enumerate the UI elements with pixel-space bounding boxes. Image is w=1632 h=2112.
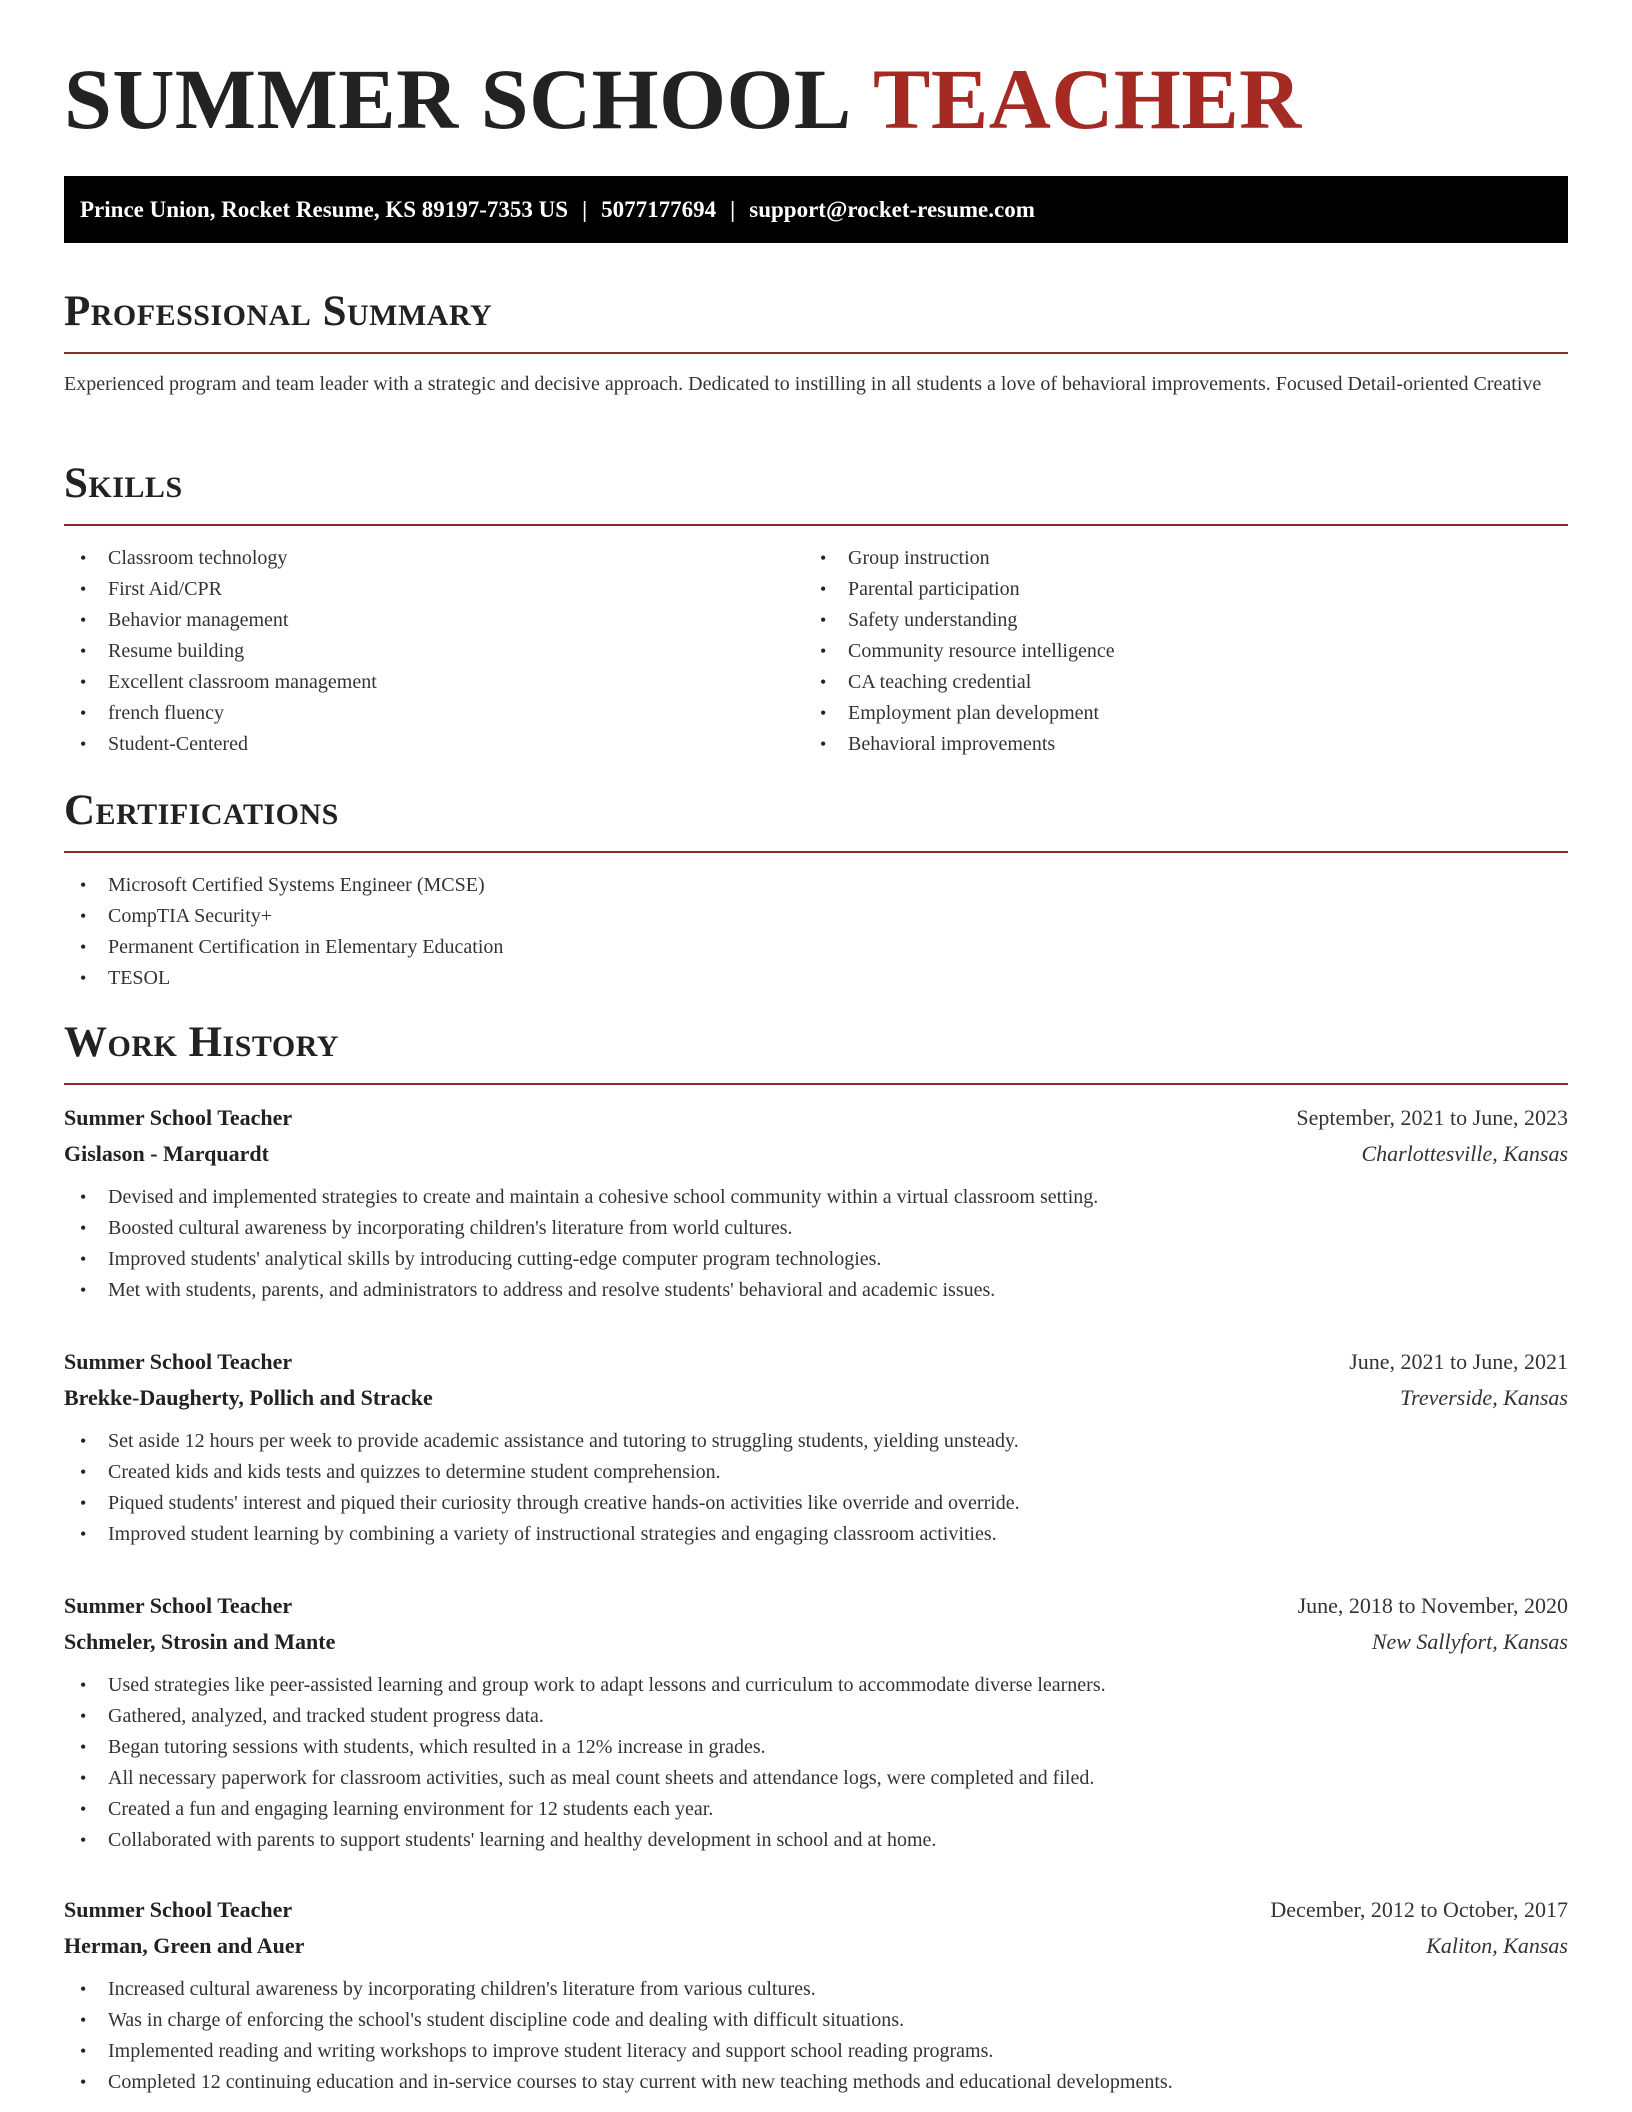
skills-list-left	[64, 543, 804, 760]
certification-item: • Permanent Certification in Elementary Education	[64, 932, 1568, 963]
job-bullet: • Improved student learning by combining a variety of instructional strategies and engaging classroom activities.	[64, 1519, 1568, 1550]
job-bullet: • Piqued students' interest and piqued their curiosity through creative hands-on activities like override and override.	[64, 1488, 1568, 1519]
section-divider	[64, 524, 1568, 526]
job-company: Schmeler, Strosin and Mante	[64, 1629, 336, 1654]
name-first: SUMMER SCHOOL	[64, 51, 847, 147]
section-divider	[64, 1083, 1568, 1085]
job-bullet: • Began tutoring sessions with students, which resulted in a 12% increase in grades.	[64, 1732, 1568, 1763]
contact-separator: |	[730, 196, 736, 222]
job-bullet: • Devised and implemented strategies to create and maintain a cohesive school community within a virtual classroom setting.	[64, 1182, 1568, 1213]
section-title-work-history: Work History	[64, 1019, 339, 1066]
job-bullet: • Created a fun and engaging learning environment for 12 students each year.	[64, 1794, 1568, 1825]
work-history-section	[64, 1021, 1568, 1085]
skills-section	[64, 462, 1568, 760]
resume-name	[64, 51, 1302, 147]
job-title: Summer School Teacher	[64, 1593, 293, 1618]
job-location: New Sallyfort, Kansas	[1371, 1629, 1568, 1654]
skill-item: • CA teaching credential	[804, 667, 1544, 698]
job-entry	[64, 1344, 1568, 1550]
skills-list-right	[804, 543, 1544, 760]
skill-item: • Community resource intelligence	[804, 636, 1544, 667]
contact-email: support@rocket-resume.com	[749, 196, 1035, 222]
skill-item: • Classroom technology	[64, 543, 804, 574]
certification-item: • CompTIA Security+	[64, 901, 1568, 932]
job-bullets	[64, 1426, 1568, 1550]
certifications-list	[64, 870, 1568, 994]
job-bullet: • Created kids and kids tests and quizzes to determine student comprehension.	[64, 1457, 1568, 1488]
job-dates: June, 2021 to June, 2021	[1349, 1349, 1568, 1374]
skills-columns	[64, 543, 1568, 760]
skill-item: • Group instruction	[804, 543, 1544, 574]
job-entry	[64, 1588, 1568, 1856]
job-bullet: • Met with students, parents, and administrators to address and resolve students' behavioral and academic issues.	[64, 1275, 1568, 1306]
skill-item: • french fluency	[64, 698, 804, 729]
job-bullet: • Collaborated with parents to support students' learning and healthy development in school and at home.	[64, 1825, 1568, 1856]
skill-item: • Excellent classroom management	[64, 667, 804, 698]
name-last: TEACHER	[872, 51, 1302, 147]
job-bullet: • Implemented reading and writing workshops to improve student literacy and support school reading programs.	[64, 2036, 1568, 2067]
job-bullet: • Gathered, analyzed, and tracked student progress data.	[64, 1701, 1568, 1732]
certifications-section	[64, 789, 1568, 994]
certification-item: • Microsoft Certified Systems Engineer (MCSE)	[64, 870, 1568, 901]
job-title: Summer School Teacher	[64, 1897, 293, 1922]
skill-item: • Behavior management	[64, 605, 804, 636]
contact-separator: |	[582, 196, 588, 222]
skill-item: • Resume building	[64, 636, 804, 667]
job-bullet: • Completed 12 continuing education and in-service courses to stay current with new teaching methods and educational developments.	[64, 2067, 1568, 2098]
contact-bar	[64, 176, 1568, 243]
section-title-summary: Professional Summary	[64, 288, 493, 335]
section-divider	[64, 352, 1568, 354]
skill-item: • Employment plan development	[804, 698, 1544, 729]
job-location: Treverside, Kansas	[1400, 1385, 1568, 1410]
job-company: Herman, Green and Auer	[64, 1933, 305, 1958]
job-bullets	[64, 1974, 1568, 2098]
section-title-certifications: Certifications	[64, 787, 339, 834]
job-bullet: • Increased cultural awareness by incorporating children's literature from various cultures.	[64, 1974, 1568, 2005]
section-title-skills: Skills	[64, 460, 183, 507]
certification-item: • TESOL	[64, 963, 1568, 994]
summary-text: Experienced program and team leader with a strategic and decisive approach. Dedicated to instilling in all students a love of behavioral improvements. Focused Detail-oriented Creative	[64, 373, 1542, 395]
job-title: Summer School Teacher	[64, 1349, 293, 1374]
job-location: Kaliton, Kansas	[1426, 1933, 1568, 1958]
job-location: Charlottesville, Kansas	[1361, 1141, 1568, 1166]
job-bullet: • All necessary paperwork for classroom activities, such as meal count sheets and attendance logs, were completed and filed.	[64, 1763, 1568, 1794]
job-bullet: • Set aside 12 hours per week to provide academic assistance and tutoring to struggling students, yielding unsteady.	[64, 1426, 1568, 1457]
job-bullet: • Boosted cultural awareness by incorporating children's literature from world cultures.	[64, 1213, 1568, 1244]
skill-item: • Parental participation	[804, 574, 1544, 605]
contact-address: Prince Union, Rocket Resume, KS 89197-7353 US	[80, 196, 569, 222]
section-divider	[64, 851, 1568, 853]
job-title: Summer School Teacher	[64, 1105, 293, 1130]
job-dates: June, 2018 to November, 2020	[1297, 1593, 1568, 1618]
skill-item: • Student-Centered	[64, 729, 804, 760]
job-dates: September, 2021 to June, 2023	[1296, 1105, 1568, 1130]
job-company: Gislason - Marquardt	[64, 1141, 269, 1166]
job-bullets	[64, 1182, 1568, 1306]
contact-phone: 5077177694	[601, 196, 717, 222]
skill-item: • First Aid/CPR	[64, 574, 804, 605]
skill-item: • Safety understanding	[804, 605, 1544, 636]
summary-section	[64, 290, 1568, 399]
job-entry	[64, 1100, 1568, 1306]
job-bullets	[64, 1670, 1568, 1856]
job-bullet: • Improved students' analytical skills by introducing cutting-edge computer program technologies.	[64, 1244, 1568, 1275]
job-entry	[64, 1892, 1568, 2098]
skill-item: • Behavioral improvements	[804, 729, 1544, 760]
job-dates: December, 2012 to October, 2017	[1270, 1897, 1568, 1922]
job-bullet: • Used strategies like peer-assisted learning and group work to adapt lessons and curriculum to accommodate diverse learners.	[64, 1670, 1568, 1701]
job-company: Brekke-Daugherty, Pollich and Stracke	[64, 1385, 433, 1410]
job-bullet: • Was in charge of enforcing the school's student discipline code and dealing with difficult situations.	[64, 2005, 1568, 2036]
